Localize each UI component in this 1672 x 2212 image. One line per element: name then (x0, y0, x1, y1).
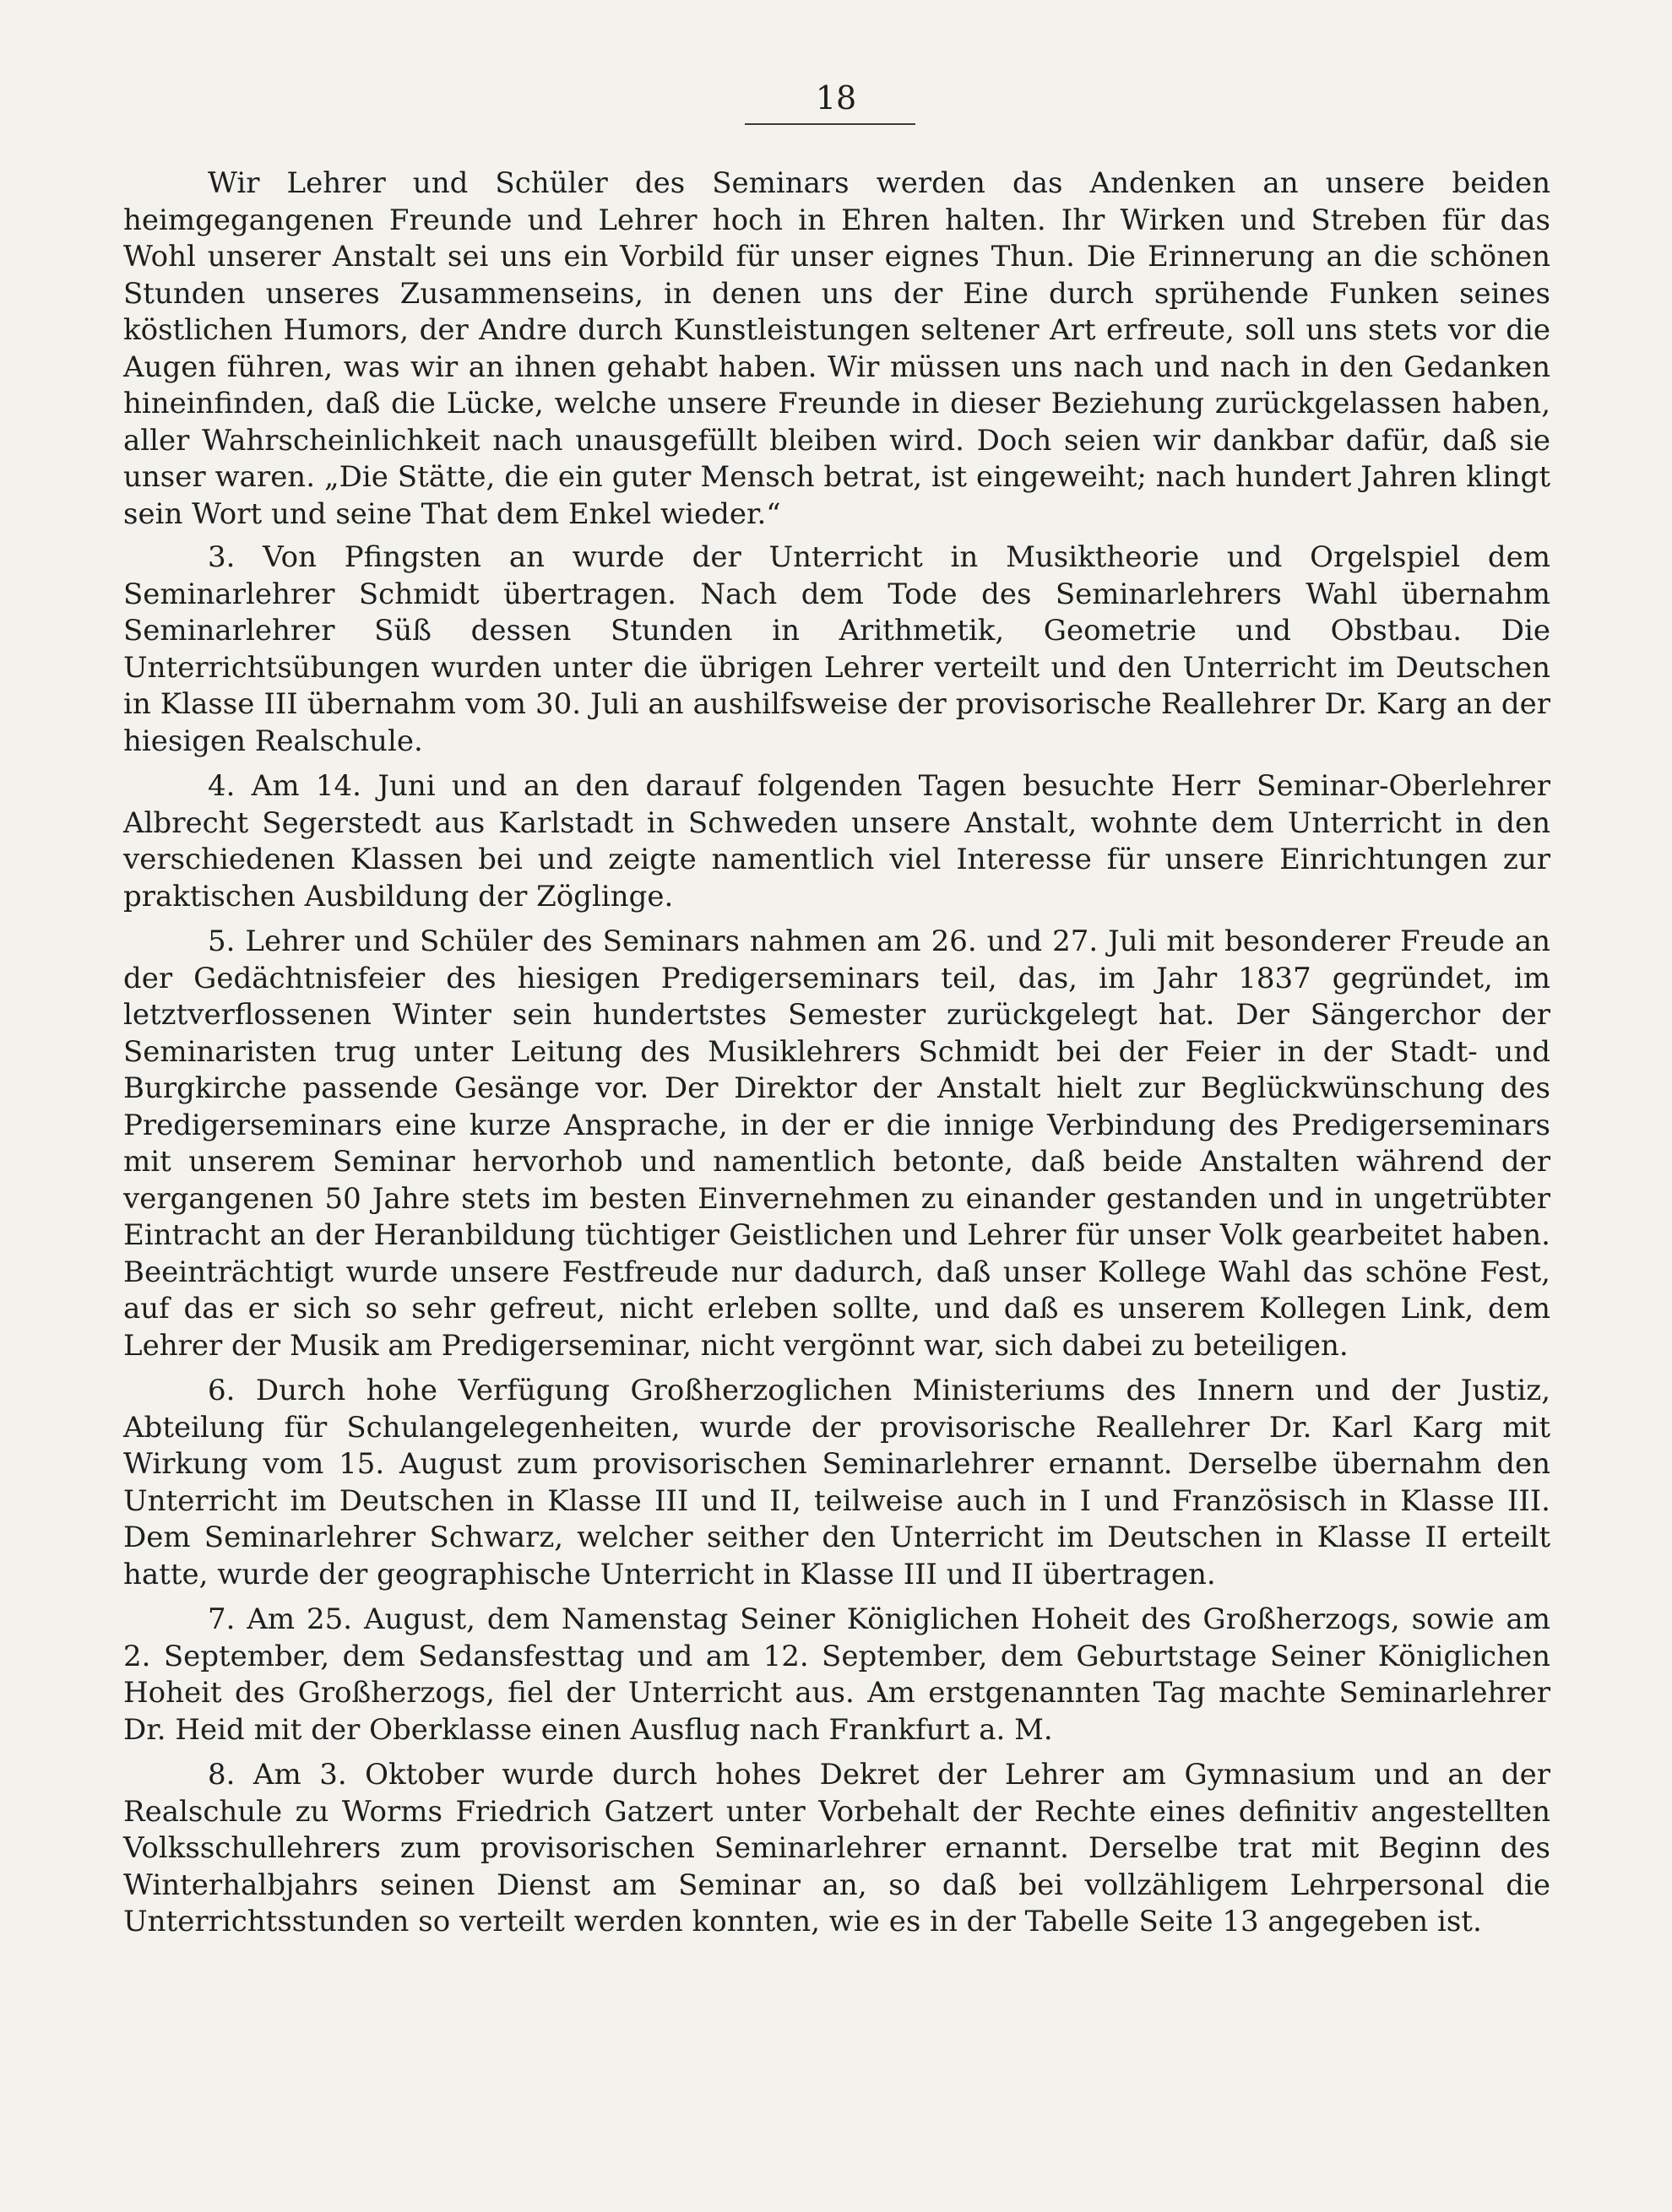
page-number: 18 (815, 79, 857, 117)
paragraph-item-5: 5. Lehrer und Schüler des Seminars nahmen am 26. und 27. Juli mit besonderer Freude an der Gedächtnisfeier des hiesigen Predigerseminars teil, das, im Jahr 1837 gegründet, im letztverflossenen Winter sein hundertstes Semester zurückgelegt hat. Der Sängerchor der Seminaristen trug unter Leitung des Musiklehrers Schmidt bei der Feier in der Stadt- und Burgkirche passende Gesänge vor. Der Direktor der Anstalt hielt zur Beglückwünschung des Predigerseminars eine kurze Ansprache, in der er die innige Verbindung des Predigerseminars mit unserem Seminar hervorhob und namentlich betonte, daß beide Anstalten während der vergangenen 50 Jahre stets im besten Einvernehmen zu einander gestanden und in ungetrübter Eintracht an der Heranbildung tüchtiger Geistlichen und Lehrer für unser Volk gearbeitet haben. Beeinträchtigt wurde unsere Festfreude nur dadurch, daß unser Kollege Wahl das schöne Fest, auf das er sich so sehr gefreut, nicht erleben sollte, und daß es unserem Kollegen Link, dem Lehrer der Musik am Predigerseminar, nicht vergönnt war, sich dabei zu beteiligen. (123, 924, 1550, 1363)
paragraph-item-7: 7. Am 25. August, dem Namenstag Seiner Königlichen Hoheit des Großherzogs, sowie am 2. September, dem Sedansfesttag und am 12. September, dem Geburtstage Seiner Königlichen Hoheit des Großherzogs, fiel der Unterricht aus. Am erstgenannten Tag machte Seminarlehrer Dr. Heid mit der Oberklasse einen Ausflug nach Frankfurt a. M. (123, 1602, 1550, 1747)
paragraph-item-8: 8. Am 3. Oktober wurde durch hohes Dekret der Lehrer am Gymnasium und an der Realschule zu Worms Friedrich Gatzert unter Vorbehalt der Rechte eines definitiv angestellten Volksschullehrers zum provisorischen Seminarlehrer ernannt. Derselbe trat mit Beginn des Winterhalbjahrs seinen Dienst am Seminar an, so daß bei vollzähligem Lehrpersonal die Unterrichtsstunden so verteilt werden konnten, wie es in der Tabelle Seite 13 angegeben ist. (123, 1758, 1550, 1938)
paragraph-item-4: 4. Am 14. Juni und an den darauf folgenden Tagen besuchte Herr Seminar-Oberlehrer Albrecht Segerstedt aus Karlstadt in Schweden unsere Anstalt, wohnte dem Unterricht in den verschiedenen Klassen bei und zeigte namentlich viel Interesse für unsere Einrichtungen zur praktischen Ausbildung der Zöglinge. (123, 769, 1550, 914)
paragraph-item-3: 3. Von Pfingsten an wurde der Unterricht in Musiktheorie und Orgelspiel dem Seminarlehrer Schmidt übertragen. Nach dem Tode des Seminarlehrers Wahl übernahm Seminarlehrer Süß dessen Stunden in Arithmetik, Geometrie und Obstbau. Die Unterrichtsübungen wurden unter die übrigen Lehrer verteilt und den Unterricht im Deutschen in Klasse III übernahm vom 30. Juli an aushilfsweise der provisorische Reallehrer Dr. Karg an der hiesigen Realschule. (123, 540, 1550, 758)
header-rule (745, 123, 915, 125)
paragraph-intro: Wir Lehrer und Schüler des Seminars werden das Andenken an unsere beiden heimgegangenen Freunde und Lehrer hoch in Ehren halten. Ihr Wirken und Streben für das Wohl unserer Anstalt sei uns ein Vorbild für unser eignes Thun. Die Erinnerung an die schönen Stunden unseres Zusammenseins, in denen uns der Eine durch sprühende Funken seines köstlichen Humors, der Andre durch Kunstleistungen seltener Art erfreute, soll uns stets vor die Augen führen, was wir an ihnen gehabt haben. Wir müssen uns nach und nach in den Gedanken hineinfinden, daß die Lücke, welche unsere Freunde in dieser Beziehung zurückgelassen haben, aller Wahrscheinlichkeit nach unausgefüllt bleiben wird. Doch seien wir dankbar dafür, daß sie unser waren. „Die Stätte, die ein guter Mensch betrat, ist eingeweiht; nach hundert Jahren klingt sein Wort und seine That dem Enkel wieder.“ (123, 166, 1550, 531)
body-text (123, 165, 1550, 1949)
paragraph-item-6: 6. Durch hohe Verfügung Großherzoglichen Ministeriums des Innern und der Justiz, Abteilung für Schulangelegenheiten, wurde der provisorische Reallehrer Dr. Karl Karg mit Wirkung vom 15. August zum provisorischen Seminarlehrer ernannt. Derselbe übernahm den Unterricht im Deutschen in Klasse III und II, teilweise auch in I und Französisch in Klasse III. Dem Seminarlehrer Schwarz, welcher seither den Unterricht im Deutschen in Klasse II erteilt hatte, wurde der geographische Unterricht in Klasse III und II übertragen. (123, 1374, 1550, 1591)
